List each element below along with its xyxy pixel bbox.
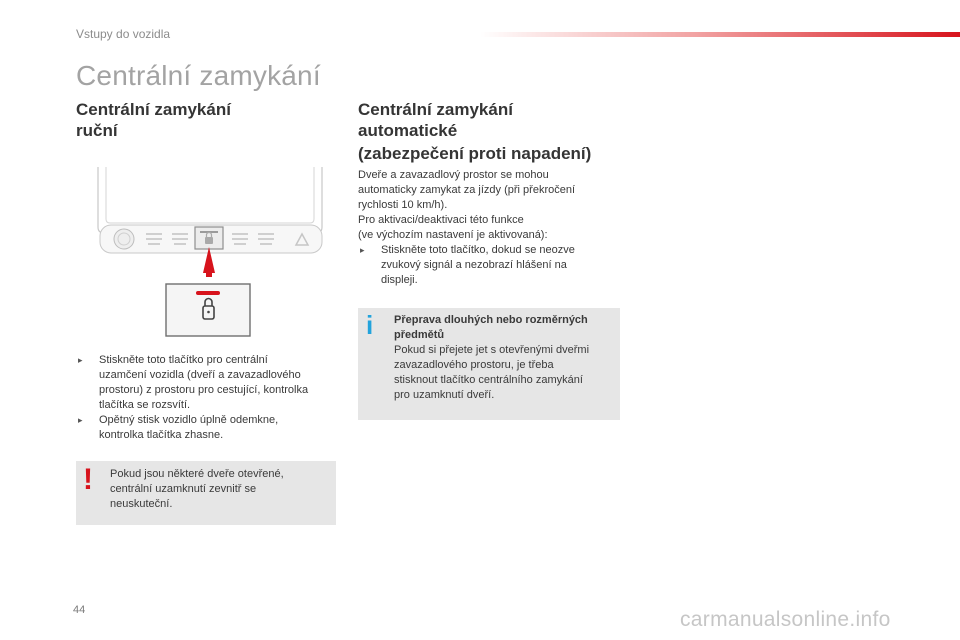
heading-line: Centrální zamykání [76, 100, 231, 119]
step-line: zvukový signál a nezobrazí hlášení na [381, 259, 567, 271]
pointer-bullet-icon: ▸ [360, 245, 365, 255]
manual-locking-heading [76, 99, 336, 141]
section-label: Vstupy do vozidla [76, 27, 171, 41]
list-item [358, 243, 628, 288]
page-number: 44 [73, 604, 86, 616]
automatic-locking-heading [358, 99, 638, 141]
list-item [76, 413, 338, 443]
info-line: pro uzamknutí dveří. [394, 389, 495, 401]
para-line: Pro aktivaci/deaktivaci této funkce [358, 214, 524, 226]
warning-note [76, 461, 336, 525]
info-note [358, 308, 620, 420]
warning-line: Pokud jsou některé dveře otevřené, [110, 468, 284, 480]
heading-line: ruční [76, 121, 118, 140]
step-line: kontrolka tlačítka zhasne. [99, 429, 224, 441]
info-title-line: Přeprava dlouhých nebo rozměrných [394, 314, 588, 326]
automatic-locking-steps [358, 243, 628, 288]
step-line: uzamčení vozidla (dveří a zavazadlového [99, 369, 301, 381]
step-line: Stiskněte toto tlačítko pro centrální [99, 354, 268, 366]
manual-locking-steps [76, 353, 338, 443]
step-line: Stiskněte toto tlačítko, dokud se neozve [381, 244, 575, 256]
warning-icon: ! [83, 463, 93, 496]
info-line: stisknout tlačítko centrálního zamykání [394, 374, 583, 386]
warning-line: neuskuteční. [110, 498, 173, 510]
header-accent-bar [480, 32, 960, 37]
info-line: zavazadlového prostoru, je třeba [394, 359, 554, 371]
watermark: carmanualsonline.info [680, 608, 891, 631]
volume-knob-icon [114, 229, 134, 249]
list-item [76, 353, 338, 413]
automatic-locking-description [358, 168, 628, 288]
page-title: Centrální zamykání [76, 60, 321, 91]
para-line: Dveře a zavazadlový prostor se mohou [358, 169, 549, 181]
anti-attack-subheading: (zabezpečení proti napadení) [358, 144, 592, 163]
info-title-line: předmětů [394, 329, 445, 341]
pointer-bullet-icon: ▸ [78, 415, 83, 425]
heading-line: automatické [358, 121, 458, 140]
para-line: rychlosti 10 km/h). [358, 199, 448, 211]
info-icon: i [366, 310, 374, 340]
step-line: displeji. [381, 274, 418, 286]
step-line: prostoru) z prostoru pro cestující, kontrolka [99, 384, 309, 396]
step-line: tlačítka se rozsvítí. [99, 399, 191, 411]
info-line: Pokud si přejete jet s otevřenými dveřmi [394, 344, 590, 356]
step-line: Opětný stisk vozidlo úplně odemkne, [99, 414, 279, 426]
para-line: (ve výchozím nastavení je aktivovaná): [358, 229, 548, 241]
heading-line: Centrální zamykání [358, 100, 513, 119]
central-locking-button-illustration [94, 165, 330, 341]
pointer-bullet-icon: ▸ [78, 355, 83, 365]
para-line: automaticky zamykat za jízdy (při překročení [358, 184, 576, 196]
warning-line: centrální uzamknutí zevnitř se [110, 483, 257, 495]
